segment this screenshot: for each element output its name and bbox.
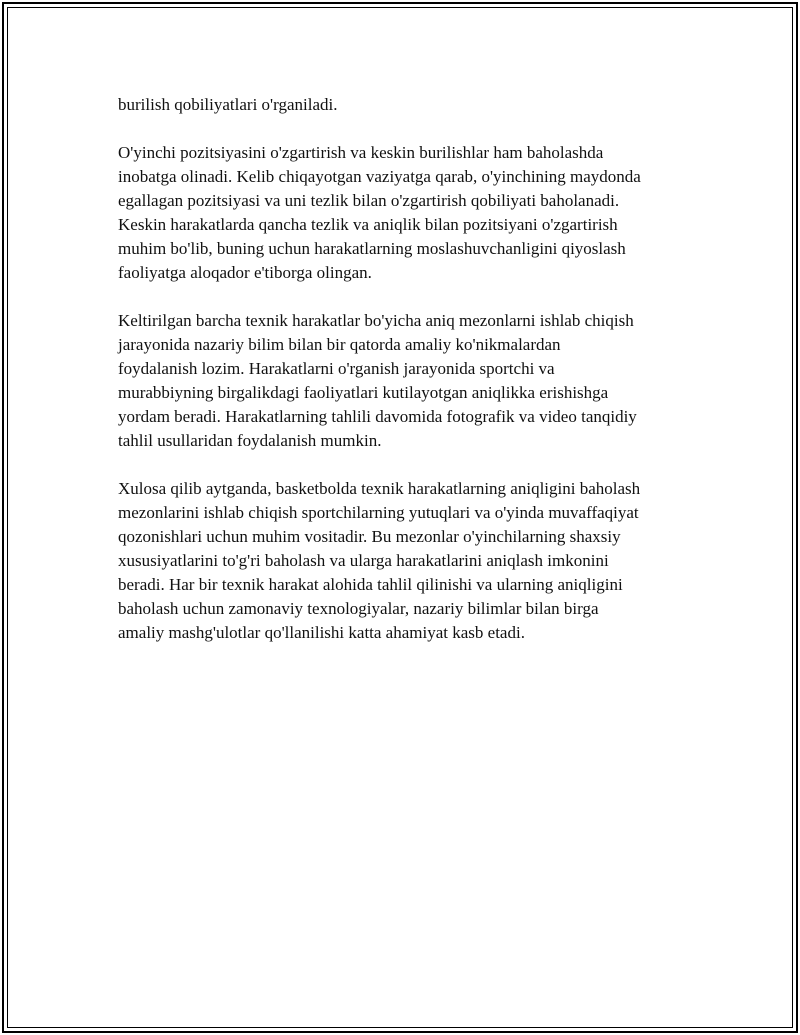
paragraph-criteria-development: Keltirilgan barcha texnik harakatlar bo'yicha aniq mezonlarni ishlab chiqish jarayonida nazariy bilim bilan bir qatorda amaliy ko'nikmalardan foydalanish lozim. Harakatlarni o'rganish jarayonida sportchi va murabbiyning birgalikdagi faoliyatlari kutilayotgan aniqlikka erishishga yordam beradi. Harakatlarning tahlili davomida fotografik va video tanqidiy tahlil usullaridan foydalanish mumkin.: [118, 311, 637, 450]
document-body: [118, 93, 698, 669]
paragraph-position-change: O'yinchi pozitsiyasini o'zgartirish va keskin burilishlar ham baholashda inobatga olinadi. Kelib chiqayotgan vaziyatga qarab, o'yinchining maydonda egallagan pozitsiyasi va uni tezlik bilan o'zgartirish qobiliyati baholanadi. Keskin harakatlarda qancha tezlik va aniqlik bilan pozitsiyani o'zgartirish muhim bo'lib, buning uchun harakatlarning moslashuvchanligini qiyoslash faoliyatga aloqador e'tiborga olingan.: [118, 143, 641, 282]
paragraph-conclusion: Xulosa qilib aytganda, basketbolda texnik harakatlarning aniqligini baholash mezonlarini ishlab chiqish sportchilarning yutuqlari va o'yinda muvaffaqiyat qozonishlari uchun muhim vositadir. Bu mezonlar o'yinchilarning shaxsiy xususiyatlarini to'g'ri baholash va ularga harakatlarini aniqlash imkonini beradi. Har bir texnik harakat alohida tahlil qilinishi va ularning aniqligini baholash uchun zamonaviy texnologiyalar, nazariy bilimlar bilan birga amaliy mashg'ulotlar qo'llanilishi katta ahamiyat kasb etadi.: [118, 479, 641, 642]
paragraph-continuation: burilish qobiliyatlari o'rganiladi.: [118, 95, 338, 114]
